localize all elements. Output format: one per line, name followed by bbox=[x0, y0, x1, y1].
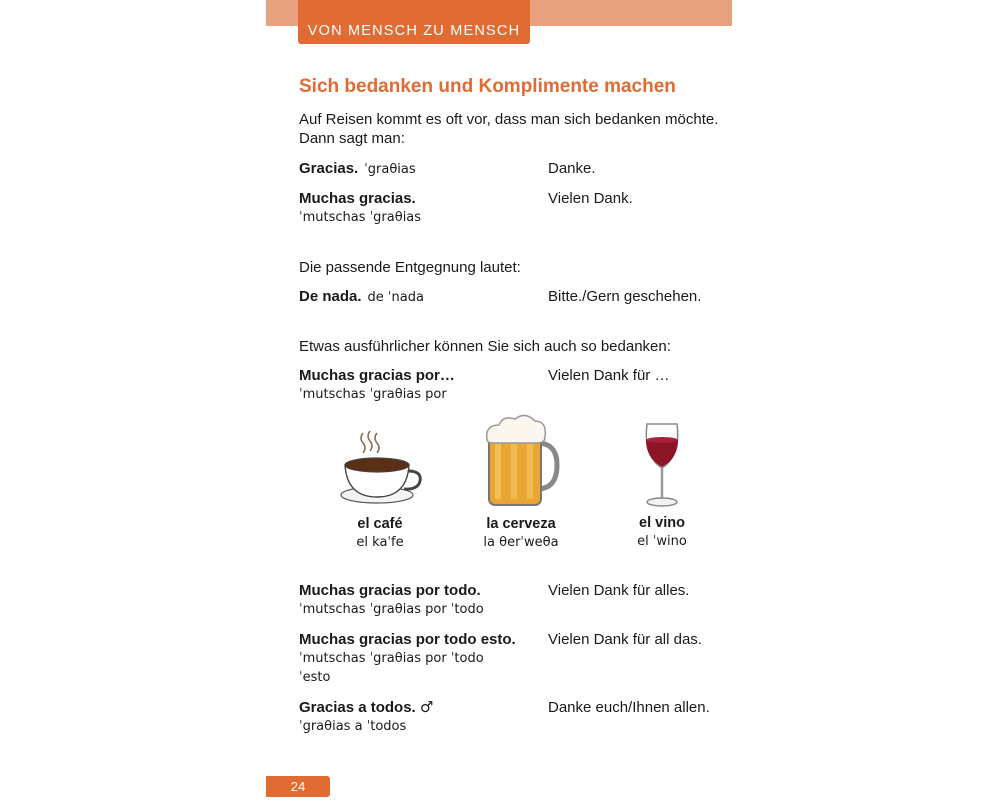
phrase-german: Vielen Dank für all das. bbox=[548, 631, 702, 648]
phrase-row bbox=[299, 581, 739, 619]
phrase-german: Vielen Dank für alles. bbox=[548, 582, 690, 599]
phrase-spanish: Gracias. bbox=[299, 160, 359, 177]
phrase-row bbox=[299, 189, 739, 227]
phrase-spanish: Muchas gracias por todo. bbox=[299, 582, 481, 599]
phrase-row bbox=[299, 159, 739, 179]
male-symbol-icon: ♂ bbox=[419, 698, 434, 716]
drink-pronunciation: el kaˈfe bbox=[356, 535, 404, 550]
phrase-pronunciation: ˈgraθias a ˈtodos bbox=[299, 719, 407, 734]
phrase-pronunciation: ˈmutschas ˈgraθias por ˈtodo bbox=[299, 602, 484, 617]
por-spanish: Muchas gracias por… bbox=[299, 367, 455, 384]
page-number: 24 bbox=[266, 776, 330, 797]
phrase-spanish: Muchas gracias. bbox=[299, 190, 416, 207]
por-row bbox=[299, 366, 739, 404]
phrase-german: Vielen Dank. bbox=[548, 190, 633, 207]
phrase-pronunciation: ˈgraθias bbox=[364, 162, 416, 177]
section-title: VON MENSCH ZU MENSCH bbox=[307, 23, 521, 39]
coffee-cup-icon bbox=[335, 425, 425, 511]
drink-name: el vino bbox=[639, 515, 685, 531]
phrase-pronunciation-cont: ˈesto bbox=[299, 670, 331, 685]
intro-line-2: Dann sagt man: bbox=[299, 130, 405, 147]
reply-intro: Die passende Entgegnung lautet: bbox=[299, 259, 521, 276]
drink-name: la cerveza bbox=[486, 516, 556, 532]
beer-mug-icon bbox=[481, 413, 561, 511]
drink-coffee bbox=[310, 425, 450, 552]
phrase-spanish: Gracias a todos. bbox=[299, 699, 416, 716]
phrase-row bbox=[299, 698, 739, 736]
por-pronunciation: ˈmutschas ˈgraθias por bbox=[299, 387, 447, 402]
drink-beer bbox=[451, 413, 591, 552]
drink-pronunciation: la θerˈweθa bbox=[483, 535, 559, 550]
wine-glass-icon bbox=[637, 420, 687, 510]
intro-line-1: Auf Reisen kommt es oft vor, dass man sich bedanken möchte. bbox=[299, 111, 719, 128]
phrase-pronunciation: ˈmutschas ˈgraθias bbox=[299, 210, 422, 225]
phrase-german: Danke. bbox=[548, 160, 596, 177]
phrase-row bbox=[299, 630, 739, 687]
drink-pronunciation: el ˈwino bbox=[637, 534, 687, 549]
reply-spanish: De nada. bbox=[299, 288, 362, 305]
detail-intro: Etwas ausführlicher können Sie sich auch so bedanken: bbox=[299, 338, 671, 355]
drink-name: el café bbox=[357, 516, 403, 532]
reply-pronunciation: de ˈnada bbox=[367, 290, 424, 305]
phrase-german: Danke euch/Ihnen allen. bbox=[548, 699, 710, 716]
phrase-pronunciation: ˈmutschas ˈgraθias por ˈtodo bbox=[299, 651, 484, 666]
por-german: Vielen Dank für … bbox=[548, 367, 670, 384]
drink-wine bbox=[592, 420, 732, 551]
phrase-spanish: Muchas gracias por todo esto. bbox=[299, 631, 516, 648]
reply-row bbox=[299, 287, 739, 307]
section-tab bbox=[298, 0, 530, 44]
reply-german: Bitte./Gern geschehen. bbox=[548, 288, 702, 305]
page-heading: Sich bedanken und Komplimente machen bbox=[299, 76, 676, 97]
